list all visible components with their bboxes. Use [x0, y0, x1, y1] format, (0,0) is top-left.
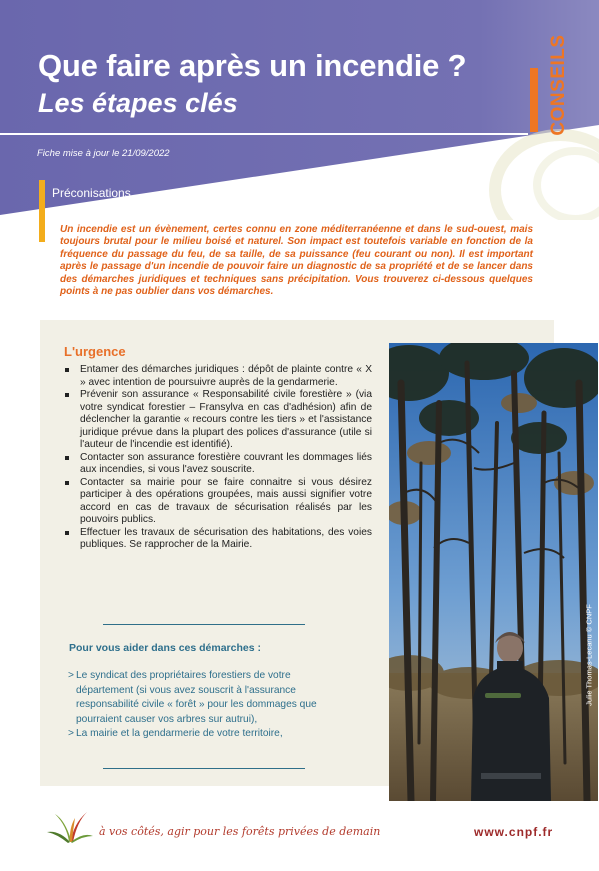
help-list [68, 669, 338, 742]
title-divider [0, 133, 528, 135]
forest-photo-illustration [389, 343, 598, 801]
bullet-icon [65, 368, 69, 372]
conseils-label [548, 34, 570, 136]
list-item [62, 389, 372, 452]
bullet-icon [65, 531, 69, 535]
help-heading: Pour vous aider dans ces démarches : [69, 642, 261, 654]
intro-paragraph: Un incendie est un évènement, certes connu en zone méditerranéenne et dans le sud-ouest, mais toujours brutal pour le milieu boisé et naturel. Son impact est toutefois variable en fonction de la fréquence du passage du feu, de sa taille, de sa puissance (feu courant ou non). Il est important après le passage d'un incendie de pouvoir faire un diagnostic de sa propriété et de se lancer dans des démarches juridiques et techniques sans précipitation. Vous trouverez ci-dessous quelques points à ne pas oublier dans vos démarches. [60, 224, 533, 298]
list-item-text: Le syndicat des propriétaires forestiers de votre département (si vous avez souscrit à l'assurance responsabilité civile « forêt » pour les dommages que pourraient causer vos arbres sur autrui), [76, 670, 317, 725]
list-item-text: Effectuer les travaux de sécurisation des habitations, des voies publiques. Se rapprocher de la Mairie. [80, 526, 372, 550]
conseils-label-text: CONSEILS [548, 34, 569, 136]
burnt-forest-photo [389, 343, 598, 801]
footer-tagline: à vos côtés, agir pour les forêts privées de demain [99, 825, 381, 838]
preconisations-accent-bar [39, 180, 45, 242]
bullet-icon [65, 393, 69, 397]
list-item-text: Contacter son assurance forestière couvrant les dommages liés aux incendies, si vous l'avez souscrite. [80, 451, 372, 475]
list-item-text: Entamer des démarches juridiques : dépôt de plainte contre « X » avec intention de poursuivre auprès de la gendarmerie. [80, 364, 372, 388]
urgence-list [62, 364, 372, 552]
cnpf-logo [45, 806, 95, 846]
list-item [62, 477, 372, 527]
photo-credit-text: Julie Thomas-Lecanu © CNPF [584, 604, 594, 706]
bullet-icon [65, 481, 69, 485]
website-link[interactable]: www.cnpf.fr [474, 825, 554, 839]
list-item-text: Prévenir son assurance « Responsabilité civile forestière » (via votre syndicat forestier – Fransylva en cas d'adhésion) afin de déclencher la garantie « recours contre les tiers » et l'assistance juridique prévue dans la plupart des polices d'assurance (utile si l'auteur de l'incendie est identifié). [80, 389, 372, 450]
list-item [62, 527, 372, 552]
photo-credit [583, 604, 595, 706]
update-note: Fiche mise à jour le 21/09/2022 [37, 148, 170, 159]
list-item-text: La mairie et la gendarmerie de votre territoire, [76, 728, 283, 739]
list-item [68, 669, 338, 727]
arrow-icon: > [68, 728, 74, 739]
page-title: Que faire après un incendie ? [38, 48, 467, 83]
section-divider-top [103, 624, 305, 625]
list-item [68, 727, 338, 742]
urgence-heading: L'urgence [64, 344, 126, 359]
preconisations-title: Préconisations [52, 186, 131, 200]
side-tab-marker [530, 68, 538, 132]
list-item [62, 364, 372, 389]
list-item-text: Contacter sa mairie pour se faire connaitre si vous désirez participer à des opérations groupées, mais aussi signifier votre accord en cas de travaux de sécurisation réalisés par les pouvoirs publics. [80, 476, 372, 525]
bullet-icon [65, 456, 69, 460]
arrow-icon: > [68, 670, 74, 681]
page-subtitle: Les étapes clés [38, 88, 238, 118]
list-item [62, 452, 372, 477]
leaf-logo-icon [45, 806, 95, 846]
section-divider-bottom [103, 768, 305, 769]
